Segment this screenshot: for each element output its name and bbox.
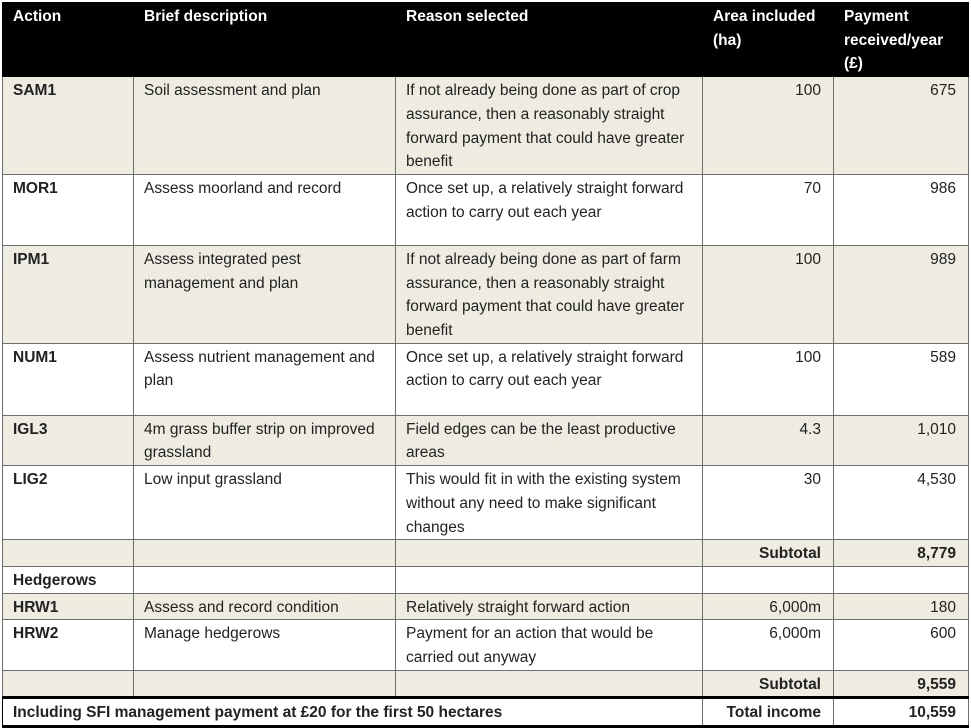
table-row <box>3 593 969 620</box>
subtotal-row <box>3 540 969 567</box>
table-row <box>3 174 969 245</box>
subtotal-value: 9,559 <box>834 670 969 698</box>
payment: 589 <box>834 343 969 415</box>
area: 100 <box>703 245 834 343</box>
header-row <box>3 3 969 77</box>
reason: If not already being done as part of farm assurance, then a reasonably straight forward payment that could have greater benefit <box>396 245 703 343</box>
section-title: Hedgerows <box>3 566 134 593</box>
table-row <box>3 415 969 465</box>
table-row <box>3 466 969 540</box>
subtotal-label: Subtotal <box>703 540 834 567</box>
area: 100 <box>703 343 834 415</box>
reason: If not already being done as part of crop assurance, then a reasonably straight forward payment that could have greater benefit <box>396 77 703 175</box>
description: Soil assessment and plan <box>134 77 396 175</box>
action-code: LIG2 <box>3 466 134 540</box>
payment: 180 <box>834 593 969 620</box>
action-code: SAM1 <box>3 77 134 175</box>
area: 30 <box>703 466 834 540</box>
area: 6,000m <box>703 593 834 620</box>
total-row <box>3 698 969 727</box>
reason: This would fit in with the existing system without any need to make significant changes <box>396 466 703 540</box>
subtotal-row <box>3 670 969 698</box>
area: 4.3 <box>703 415 834 465</box>
total-label: Total income <box>703 698 834 727</box>
action-code: MOR1 <box>3 174 134 245</box>
header-action: Action <box>3 3 134 77</box>
payment: 989 <box>834 245 969 343</box>
description: Assess moorland and record <box>134 174 396 245</box>
table-row <box>3 77 969 175</box>
description: Low input grassland <box>134 466 396 540</box>
payment: 675 <box>834 77 969 175</box>
description: Assess nutrient management and plan <box>134 343 396 415</box>
subtotal-value: 8,779 <box>834 540 969 567</box>
action-code: IPM1 <box>3 245 134 343</box>
payment: 600 <box>834 620 969 670</box>
section-row-hedgerows <box>3 566 969 593</box>
action-code: HRW1 <box>3 593 134 620</box>
action-code: IGL3 <box>3 415 134 465</box>
table-row <box>3 620 969 670</box>
reason: Relatively straight forward action <box>396 593 703 620</box>
payment: 986 <box>834 174 969 245</box>
table-row <box>3 245 969 343</box>
payment: 4,530 <box>834 466 969 540</box>
description: Manage hedgerows <box>134 620 396 670</box>
total-note: Including SFI management payment at £20 for the first 50 hectares <box>3 698 703 727</box>
header-reason: Reason selected <box>396 3 703 77</box>
description: 4m grass buffer strip on improved grassland <box>134 415 396 465</box>
total-value: 10,559 <box>834 698 969 727</box>
area: 70 <box>703 174 834 245</box>
reason: Once set up, a relatively straight forward action to carry out each year <box>396 174 703 245</box>
area: 6,000m <box>703 620 834 670</box>
area: 100 <box>703 77 834 175</box>
action-code: HRW2 <box>3 620 134 670</box>
description: Assess and record condition <box>134 593 396 620</box>
reason: Field edges can be the least productive areas <box>396 415 703 465</box>
header-description: Brief description <box>134 3 396 77</box>
payment: 1,010 <box>834 415 969 465</box>
table-row <box>3 343 969 415</box>
header-payment: Payment received/year (£) <box>834 3 969 77</box>
action-code: NUM1 <box>3 343 134 415</box>
reason: Payment for an action that would be carried out anyway <box>396 620 703 670</box>
subtotal-label: Subtotal <box>703 670 834 698</box>
reason: Once set up, a relatively straight forward action to carry out each year <box>396 343 703 415</box>
sfi-actions-table <box>2 2 969 728</box>
header-area: Area included (ha) <box>703 3 834 77</box>
description: Assess integrated pest management and plan <box>134 245 396 343</box>
